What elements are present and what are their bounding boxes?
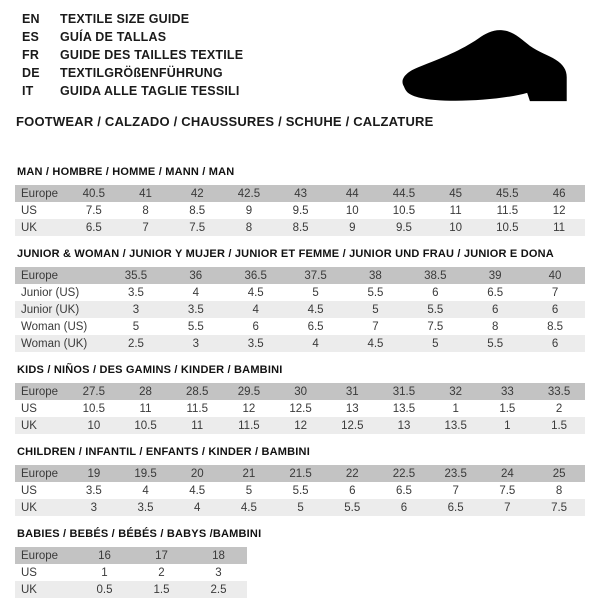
size-cell: 13.5: [392, 402, 416, 415]
row-label: US: [21, 402, 37, 415]
size-cell: 5: [432, 337, 439, 350]
size-cell: 37.5: [304, 269, 327, 282]
size-cell: 31.5: [392, 385, 416, 398]
row-label: Europe: [21, 385, 59, 398]
size-cell: 9.5: [395, 221, 412, 234]
size-cell: 27.5: [82, 385, 106, 398]
table-row: [15, 499, 585, 516]
section-kids: [15, 364, 585, 434]
size-cell: 8.5: [292, 221, 309, 234]
size-cell: 1.5: [499, 402, 516, 415]
size-cell: 6: [551, 337, 559, 350]
section-babies: [15, 528, 585, 598]
size-cell: 11.5: [186, 402, 208, 415]
table-row: [15, 581, 247, 598]
row-label: UK: [21, 501, 37, 514]
size-cell: 12: [294, 419, 307, 432]
size-cell: 12.5: [289, 402, 312, 415]
size-cell: 43: [294, 187, 307, 200]
size-cell: 25: [552, 467, 566, 480]
size-cell: 6: [349, 484, 356, 497]
size-cell: 5.5: [427, 303, 444, 316]
size-cell: 6: [252, 320, 259, 333]
language-code: DE: [22, 66, 40, 80]
table-row: [15, 417, 585, 434]
row-label: US: [21, 566, 37, 579]
size-cell: 5.5: [292, 484, 309, 497]
size-cell: 3: [215, 566, 222, 579]
size-cell: 33: [500, 385, 514, 398]
size-cell: 36: [189, 269, 203, 282]
size-cell: 45: [449, 187, 463, 200]
size-cell: 13.5: [444, 419, 467, 432]
language-label: TEXTILGRÖßENFÜHRUNG: [60, 66, 223, 80]
size-cell: 2.5: [210, 583, 227, 596]
size-cell: 11: [139, 402, 152, 415]
language-row-fr: [22, 46, 243, 64]
babies-size-table: [15, 547, 247, 598]
size-cell: 1.5: [551, 419, 568, 432]
size-cell: 39: [488, 269, 502, 282]
size-cell: 3: [192, 337, 200, 350]
size-cell: 13: [397, 419, 411, 432]
size-cell: 2.5: [127, 337, 144, 350]
size-cell: 8: [245, 221, 253, 234]
size-cell: 35.5: [124, 269, 148, 282]
size-cell: 6.5: [447, 501, 464, 514]
section-title: JUNIOR & WOMAN / JUNIOR Y MUJER / JUNIOR ET FEMME / JUNIOR UND FRAU / JUNIOR E DONA: [17, 248, 554, 260]
size-cell: 7.5: [189, 221, 206, 234]
size-cell: 7: [551, 286, 559, 299]
size-cell: 44: [345, 187, 359, 200]
row-label: Junior (UK): [21, 303, 80, 316]
size-cell: 6.5: [85, 221, 102, 234]
size-cell: 9.5: [292, 204, 309, 217]
size-cell: 19.5: [134, 467, 157, 480]
size-cell: 5: [132, 320, 140, 333]
table-header-row: [15, 383, 585, 400]
size-cell: 3.5: [127, 286, 144, 299]
size-cell: 5: [372, 303, 379, 316]
size-cell: 22: [345, 467, 359, 480]
size-cell: 38: [369, 269, 382, 282]
size-cell: 41: [139, 187, 152, 200]
size-cell: 4.5: [189, 484, 206, 497]
size-cell: 8.5: [547, 320, 564, 333]
size-cell: 42: [190, 187, 204, 200]
language-label: GUIDA ALLE TAGLIE TESSILI: [60, 84, 240, 98]
size-cell: 11: [191, 419, 204, 432]
row-label: Junior (US): [21, 286, 80, 299]
size-cell: 16: [98, 549, 111, 562]
size-cell: 0.5: [96, 583, 113, 596]
size-cell: 21: [242, 467, 256, 480]
size-cell: 32: [449, 385, 463, 398]
size-cell: 11.5: [496, 204, 519, 217]
size-cell: 28: [139, 385, 152, 398]
size-cell: 5.5: [487, 337, 504, 350]
category-heading: FOOTWEAR / CALZADO / CHAUSSURES / SCHUHE / CALZATURE: [16, 114, 434, 129]
size-cell: 10.5: [134, 419, 157, 432]
size-cell: 3: [132, 303, 140, 316]
size-cell: 28.5: [186, 385, 209, 398]
size-cell: 29.5: [237, 385, 261, 398]
row-label: Europe: [21, 549, 59, 562]
table-row: [15, 335, 585, 352]
kids-size-table: [15, 383, 585, 434]
language-code: EN: [22, 12, 40, 26]
man-size-table: [15, 185, 585, 236]
size-cell: 19: [87, 467, 101, 480]
dress-shoe-icon: [388, 22, 578, 114]
size-cell: 4: [194, 501, 201, 514]
section-title: CHILDREN / INFANTIL / ENFANTS / KINDER / BAMBINI: [17, 446, 310, 458]
size-cell: 7: [372, 320, 379, 333]
table-header-row: [15, 267, 585, 284]
size-cell: 5: [245, 484, 253, 497]
size-cell: 44.5: [392, 187, 416, 200]
size-cell: 22.5: [392, 467, 416, 480]
size-cell: 10: [345, 204, 359, 217]
size-cell: 10: [449, 221, 463, 234]
size-cell: 3.5: [187, 303, 204, 316]
language-label: TEXTILE SIZE GUIDE: [60, 12, 190, 26]
row-label: Europe: [21, 269, 59, 282]
language-code: IT: [22, 84, 34, 98]
row-label: Woman (UK): [21, 337, 88, 350]
size-cell: 4: [252, 303, 259, 316]
size-cell: 10.5: [82, 402, 106, 415]
table-row: [15, 284, 585, 301]
size-cell: 12.5: [341, 419, 364, 432]
size-cell: 10.5: [392, 204, 416, 217]
size-cell: 8: [142, 204, 149, 217]
size-cell: 7.5: [427, 320, 444, 333]
size-cell: 3.5: [137, 501, 154, 514]
size-cell: 5.5: [344, 501, 361, 514]
size-cell: 9: [245, 204, 253, 217]
size-cell: 3.5: [247, 337, 264, 350]
size-cell: 11: [449, 204, 462, 217]
language-code: FR: [22, 48, 40, 62]
table-row: [15, 482, 585, 499]
size-cell: 7.5: [85, 204, 102, 217]
junior-woman-size-table: [15, 267, 585, 352]
size-cell: 4: [312, 337, 319, 350]
size-cell: 5.5: [367, 286, 384, 299]
size-cell: 3.5: [85, 484, 102, 497]
language-code: ES: [22, 30, 40, 44]
size-cell: 7: [142, 221, 149, 234]
row-label: UK: [21, 221, 37, 234]
size-cell: 6.5: [487, 286, 504, 299]
size-cell: 1.5: [153, 583, 170, 596]
size-cell: 24: [500, 467, 514, 480]
size-cell: 42.5: [237, 187, 261, 200]
section-junior-woman: [15, 248, 585, 352]
table-header-row: [15, 465, 585, 482]
section-title: BABIES / BEBÉS / BÉBÉS / BABYS /BAMBINI: [17, 528, 262, 540]
size-cell: 1: [452, 402, 459, 415]
size-cell: 46: [552, 187, 566, 200]
size-cell: 6: [491, 303, 499, 316]
language-row-en: [22, 10, 243, 28]
size-cell: 4: [142, 484, 149, 497]
size-cell: 38.5: [424, 269, 447, 282]
size-cell: 6: [400, 501, 408, 514]
table-row: [15, 202, 585, 219]
table-row: [15, 564, 247, 581]
language-list: [22, 10, 243, 100]
size-cell: 6.5: [307, 320, 324, 333]
size-cell: 18: [212, 549, 225, 562]
table-row: [15, 301, 585, 318]
size-cell: 2: [555, 402, 563, 415]
size-cell: 11.5: [238, 419, 260, 432]
language-row-it: [22, 82, 243, 100]
size-cell: 4.5: [367, 337, 384, 350]
size-cell: 8.5: [189, 204, 206, 217]
size-cell: 40.5: [82, 187, 106, 200]
row-label: Europe: [21, 187, 59, 200]
size-cell: 1: [504, 419, 511, 432]
size-cell: 7.5: [551, 501, 568, 514]
size-cell: 31: [345, 385, 359, 398]
table-row: [15, 318, 585, 335]
size-cell: 12: [242, 402, 256, 415]
section-man: [15, 166, 585, 236]
row-label: UK: [21, 419, 37, 432]
size-cell: 5: [312, 286, 319, 299]
size-cell: 4.5: [307, 303, 324, 316]
language-row-es: [22, 28, 243, 46]
size-cell: 8: [491, 320, 499, 333]
size-cell: 5: [297, 501, 304, 514]
table-header-row: [15, 185, 585, 202]
size-cell: 21.5: [289, 467, 312, 480]
size-cell: 40: [548, 269, 562, 282]
size-cell: 45.5: [496, 187, 519, 200]
table-row: [15, 400, 585, 417]
row-label: Europe: [21, 467, 59, 480]
size-cell: 30: [294, 385, 307, 398]
language-label: GUÍA DE TALLAS: [60, 30, 167, 44]
size-cell: 36.5: [244, 269, 267, 282]
language-row-de: [22, 64, 243, 82]
size-cell: 12: [552, 204, 566, 217]
size-cell: 2: [158, 566, 165, 579]
section-children: [15, 446, 585, 516]
size-cell: 10.5: [496, 221, 519, 234]
size-cell: 5.5: [187, 320, 204, 333]
language-label: GUIDE DES TAILLES TEXTILE: [60, 48, 244, 62]
row-label: UK: [21, 583, 37, 596]
size-cell: 7: [452, 484, 459, 497]
size-tables: [15, 166, 585, 610]
row-label: US: [21, 484, 37, 497]
size-cell: 9: [349, 221, 356, 234]
size-cell: 6.5: [395, 484, 412, 497]
size-cell: 20: [190, 467, 204, 480]
size-cell: 3: [90, 501, 98, 514]
size-cell: 6: [551, 303, 559, 316]
table-row: [15, 219, 585, 236]
size-cell: 33.5: [547, 385, 571, 398]
table-header-row: [15, 547, 247, 564]
size-cell: 13: [345, 402, 359, 415]
size-cell: 11: [553, 221, 566, 234]
size-cell: 4.5: [240, 501, 257, 514]
children-size-table: [15, 465, 585, 516]
size-cell: 7.5: [499, 484, 516, 497]
size-cell: 23.5: [444, 467, 467, 480]
row-label: Woman (US): [21, 320, 88, 333]
size-cell: 17: [155, 549, 168, 562]
size-cell: 1: [101, 566, 108, 579]
section-title: KIDS / NIÑOS / DES GAMINS / KINDER / BAMBINI: [17, 364, 283, 376]
size-cell: 8: [555, 484, 563, 497]
size-cell: 4: [192, 286, 200, 299]
section-title: MAN / HOMBRE / HOMME / MANN / MAN: [17, 166, 235, 178]
size-cell: 10: [87, 419, 101, 432]
row-label: US: [21, 204, 37, 217]
size-cell: 7: [504, 501, 511, 514]
size-cell: 6: [432, 286, 439, 299]
size-cell: 4.5: [247, 286, 264, 299]
